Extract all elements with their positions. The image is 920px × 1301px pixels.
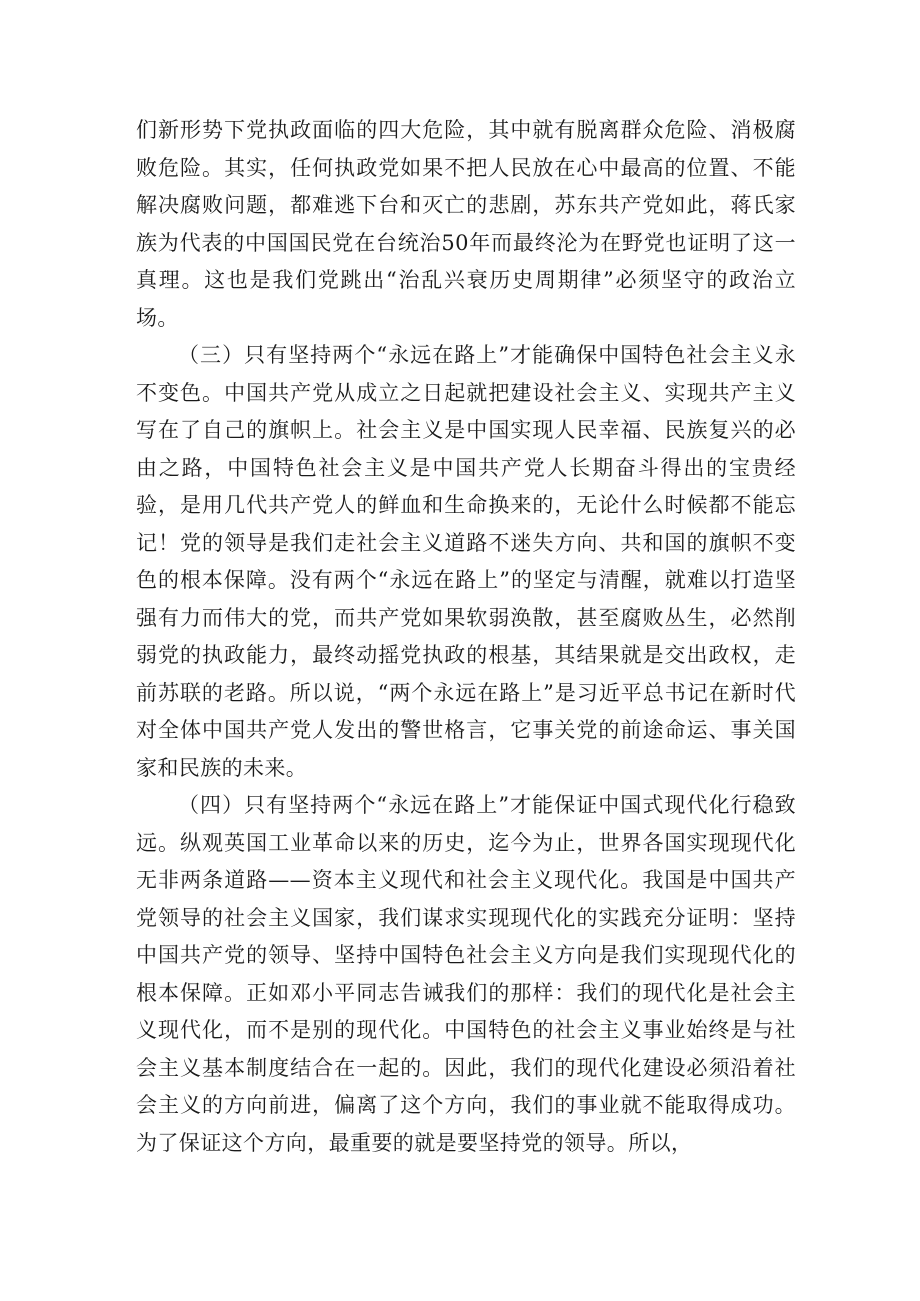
paragraph-section-three: （三）只有坚持两个“永远在路上”才能确保中国特色社会主义永不变色。中国共产党从成立之日起就把建设社会主义、实现共产主义写在了自己的旗帜上。社会主义是中国实现人民幸福、民族复兴的必由之路，中国特色社会主义是中国共产党人长期奋斗得出的宝贵经验，是用几代共产党人的鲜血和生命换来的，无论什么时候都不能忘记！党的领导是我们走社会主义道路不迷失方向、共和国的旗帜不变色的根本保障。没有两个“永远在路上”的坚定与清醒，就难以打造坚强有力而伟大的党，而共产党如果软弱涣散，甚至腐败丛生，必然削弱党的执政能力，最终动摇党执政的根基，其结果就是交出政权，走前苏联的老路。所以说，“两个永远在路上”是习近平总书记在新时代对全体中国共产党人发出的警世格言，它事关党的前途命运、事关国家和民族的未来。 <box>136 343 796 780</box>
document-page <box>136 112 796 1162</box>
paragraph-continuation: 们新形势下党执政面临的四大危险，其中就有脱离群众危险、消极腐败危险。其实，任何执政党如果不把人民放在心中最高的位置、不能解决腐败问题，都难逃下台和灭亡的悲剧，苏东共产党如此，蒋氏家族为代表的中国国民党在台统治50年而最终沦为在野党也证明了这一真理。这也是我们党跳出“治乱兴衰历史周期律”必须坚守的政治立场。 <box>136 118 796 330</box>
paragraph-section-four: （四）只有坚持两个“永远在路上”才能保证中国式现代化行稳致远。纵观英国工业革命以来的历史，迄今为止，世界各国实现现代化无非两条道路——资本主义现代和社会主义现代化。我国是中国共产党领导的社会主义国家，我们谋求实现现代化的实践充分证明：坚持中国共产党的领导、坚持中国特色社会主义方向是我们实现现代化的根本保障。正如邓小平同志告诫我们的那样：我们的现代化是社会主义现代化，而不是别的现代化。中国特色的社会主义事业始终是与社会主义基本制度结合在一起的。因此，我们的现代化建设必须沿着社会主义的方向前进，偏离了这个方向，我们的事业就不能取得成功。为了保证这个方向，最重要的就是要坚持党的领导。所以， <box>136 793 796 1155</box>
